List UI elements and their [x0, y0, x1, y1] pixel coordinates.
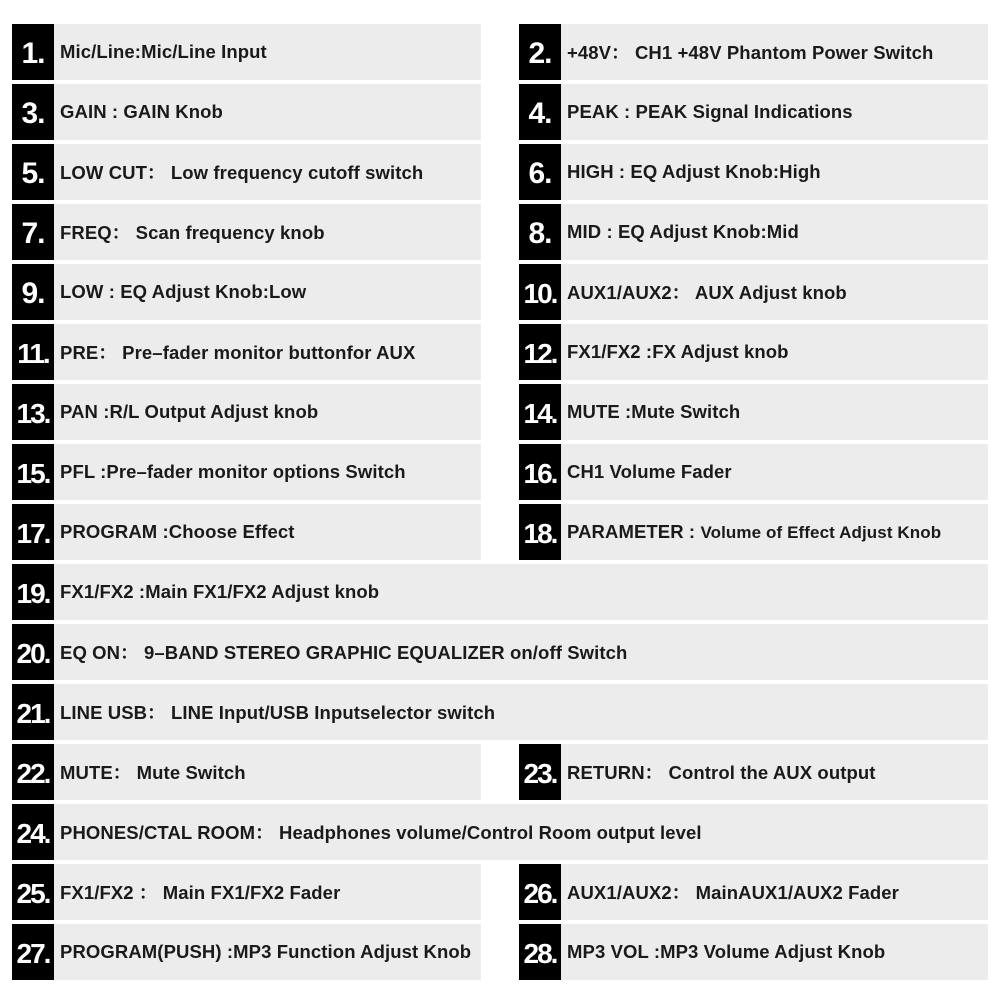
item-number: 9.	[12, 264, 54, 320]
item-description: FX1/FX2 :Main FX1/FX2 Adjust knob	[60, 581, 380, 602]
item-number: 20.	[12, 624, 54, 680]
item-description-tail: Volume of Effect Adjust Knob	[700, 523, 942, 542]
legend-item	[12, 84, 481, 140]
item-description: MP3 VOL :MP3 Volume Adjust Knob	[567, 941, 886, 962]
item-number: 12.	[519, 324, 561, 380]
legend-item	[12, 564, 988, 620]
item-number: 6.	[519, 144, 561, 200]
item-number: 5.	[12, 144, 54, 200]
item-number: 26.	[519, 864, 561, 920]
legend-item	[519, 924, 988, 980]
item-number: 15.	[12, 444, 54, 500]
item-number: 25.	[12, 864, 54, 920]
item-number: 24.	[12, 804, 54, 860]
item-number: 3.	[12, 84, 54, 140]
feature-legend	[12, 24, 988, 984]
legend-item	[12, 804, 988, 860]
legend-row	[12, 24, 988, 80]
item-number: 16.	[519, 444, 561, 500]
item-description: LOW : EQ Adjust Knob:Low	[60, 281, 307, 302]
legend-item	[12, 744, 481, 800]
item-description: GAIN : GAIN Knob	[60, 101, 223, 122]
item-number: 11.	[12, 324, 54, 380]
legend-item	[519, 264, 988, 320]
item-description: HIGH : EQ Adjust Knob:High	[567, 161, 821, 182]
item-description: LINE USB： LINE Input/USB Inputselector switch	[60, 702, 496, 723]
legend-row	[12, 444, 988, 500]
legend-item	[519, 24, 988, 80]
legend-row	[12, 744, 988, 800]
legend-item	[12, 24, 481, 80]
item-description: MID : EQ Adjust Knob:Mid	[567, 221, 799, 242]
item-description: MUTE :Mute Switch	[567, 401, 741, 422]
legend-item	[12, 144, 481, 200]
item-description: Mic/Line:Mic/Line Input	[60, 41, 267, 62]
item-description: PFL :Pre–fader monitor options Switch	[60, 461, 406, 482]
item-description: FX1/FX2 ： Main FX1/FX2 Fader	[60, 882, 341, 903]
legend-row	[12, 384, 988, 440]
item-description: EQ ON： 9–BAND STEREO GRAPHIC EQUALIZER on/off Switch	[60, 642, 628, 663]
legend-item	[519, 144, 988, 200]
item-number: 1.	[12, 24, 54, 80]
legend-row	[12, 144, 988, 200]
legend-row	[12, 204, 988, 260]
item-description: AUX1/AUX2： MainAUX1/AUX2 Fader	[567, 882, 899, 903]
item-number: 4.	[519, 84, 561, 140]
item-description	[561, 521, 941, 543]
legend-item	[519, 204, 988, 260]
item-number: 21.	[12, 684, 54, 740]
legend-row	[12, 864, 988, 920]
legend-item	[519, 384, 988, 440]
item-number: 28.	[519, 924, 561, 980]
legend-row	[12, 804, 988, 860]
item-description: CH1 Volume Fader	[567, 461, 732, 482]
legend-item	[12, 504, 481, 560]
legend-item	[519, 744, 988, 800]
item-number: 22.	[12, 744, 54, 800]
item-description: PROGRAM(PUSH) :MP3 Function Adjust Knob	[60, 941, 472, 962]
legend-item	[12, 444, 481, 500]
legend-item	[12, 264, 481, 320]
legend-item	[12, 204, 481, 260]
item-description: RETURN： Control the AUX output	[567, 762, 876, 783]
legend-row	[12, 84, 988, 140]
item-description: FREQ： Scan frequency knob	[60, 222, 325, 243]
item-number: 14.	[519, 384, 561, 440]
item-description: MUTE： Mute Switch	[60, 762, 246, 783]
item-description: PROGRAM :Choose Effect	[60, 521, 295, 542]
item-description: PEAK : PEAK Signal Indications	[567, 101, 853, 122]
item-description: PAN :R/L Output Adjust knob	[60, 401, 319, 422]
legend-row	[12, 564, 988, 620]
item-description: AUX1/AUX2： AUX Adjust knob	[567, 282, 847, 303]
legend-item	[519, 324, 988, 380]
legend-item	[12, 684, 988, 740]
legend-item	[12, 624, 988, 680]
legend-item	[519, 504, 988, 560]
item-description: FX1/FX2 :FX Adjust knob	[567, 341, 789, 362]
legend-row	[12, 924, 988, 980]
item-number: 7.	[12, 204, 54, 260]
item-number: 19.	[12, 564, 54, 620]
item-number: 10.	[519, 264, 561, 320]
legend-item	[12, 924, 481, 980]
legend-item	[519, 444, 988, 500]
item-number: 8.	[519, 204, 561, 260]
item-number: 27.	[12, 924, 54, 980]
legend-item	[12, 384, 481, 440]
legend-row	[12, 264, 988, 320]
item-number: 13.	[12, 384, 54, 440]
item-number: 18.	[519, 504, 561, 560]
item-description: +48V： CH1 +48V Phantom Power Switch	[567, 42, 934, 63]
item-description: LOW CUT： Low frequency cutoff switch	[60, 162, 424, 183]
item-description: PHONES/CTAL ROOM： Headphones volume/Control Room output level	[60, 822, 702, 843]
item-description: PRE： Pre–fader monitor buttonfor AUX	[60, 342, 416, 363]
legend-item	[12, 324, 481, 380]
legend-row	[12, 324, 988, 380]
item-description-lead: PARAMETER :	[567, 521, 701, 542]
legend-item	[519, 84, 988, 140]
item-number: 17.	[12, 504, 54, 560]
legend-row	[12, 504, 988, 560]
item-number: 2.	[519, 24, 561, 80]
legend-item	[12, 864, 481, 920]
item-number: 23.	[519, 744, 561, 800]
legend-row	[12, 684, 988, 740]
legend-row	[12, 624, 988, 680]
legend-item	[519, 864, 988, 920]
